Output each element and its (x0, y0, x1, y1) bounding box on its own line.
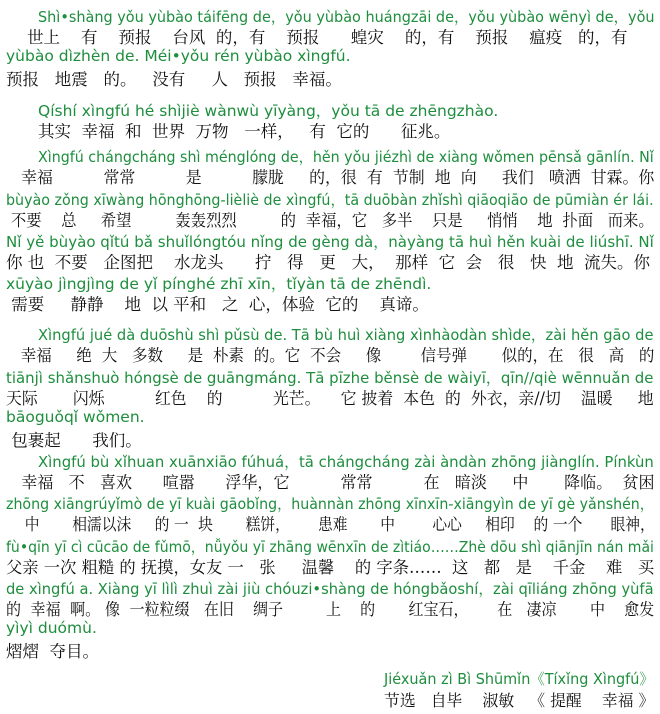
pinyin-line: Xìngfú jué dà duōshù shì pǔsù de. Tā bù huì xiàng xìnhàodàn shìde，zài hěn gāo de (38, 326, 654, 344)
hanzi-line: 父亲 一次 粗糙 的 抚摸，女友 一 张 温馨 的 字条…… 这 都 是 千金 难 买 (6, 558, 655, 577)
hanzi-line: 世上 有 预报 台风 的，有 预报 蝗灾 的，有 预报 瘟疫 的，有 (6, 28, 628, 47)
pinyin-line: yùbào dìzhèn de. Méi•yǒu rén yùbào xìngfú. (6, 47, 351, 65)
pinyin-line: yìyì duómù. (6, 619, 97, 637)
pinyin-line: zhōng xiāngrúyǐmò de yī kuài gāobǐng，huànnàn zhōng xīnxīn-xiāngyìn de yī gè yǎnshén， (6, 495, 654, 513)
hanzi-line: 熠熠 夺目。 (6, 642, 99, 661)
pinyin-line: Shì•shàng yǒu yùbào táifēng de，yǒu yùbào huángzāi de，yǒu yùbào wēnyì de，yǒu (38, 8, 655, 26)
hanzi-line: 天际 闪烁 红色 的 光芒。 它 披着 本色 的 外衣，亲//切 温暖 地 (6, 389, 654, 408)
pinyin-line: de xìngfú a. Xiàng yī lìlì zhuì zài jiù chóuzi•shàng de hóngbǎoshí，zài qīliáng zhōng yùfā (6, 580, 654, 598)
hanzi-line: 不要 总 希望 轰轰烈烈 的 幸福，它 多半 只是 悄悄 地 扑面 而来。 (6, 211, 654, 230)
pinyin-line: Qíshí xìngfú hé shìjiè wànwù yīyàng，yǒu tā de zhēngzhào. (38, 102, 499, 120)
pinyin-line: Xìngfú chángcháng shì ménglóng de，hěn yǒu jiézhì de xiàng wǒmen pēnsǎ gānlín. Nǐ (38, 148, 654, 166)
hanzi-line: 的 幸福 啊。 像 一粒粒缀 在旧 绸子 上 的 红宝石， 在 凄凉 中 愈发 (6, 600, 655, 619)
hanzi-line: 幸福 不 喜欢 喧嚣 浮华，它 常常 在 暗淡 中 降临。 贫困 (6, 473, 655, 492)
hanzi-line: 你 也 不要 企图把 水龙头 拧 得 更 大， 那样 它 会 很 快 地 流失。你 (6, 253, 651, 272)
pinyin-line: bùyào zǒng xīwàng hōnghōng-lièliè de xìngfú，tā duōbàn zhǐshì qiāoqiāo de pūmiàn ér lái. (6, 191, 654, 209)
pinyin-line: Xìngfú bù xǐhuan xuānxiāo fúhuá，tā chángcháng zài àndàn zhōng jiànglín. Pínkùn (38, 453, 654, 471)
pinyin-line: fù•qīn yī cì cūcāo de fǔmō，nǚyǒu yī zhāng wēnxīn de zìtiáo……Zhè dōu shì qiānjīn nán mǎi (6, 538, 654, 556)
hanzi-line: 中 相濡以沫 的 一 块 糕饼， 患难 中 心心 相印 的 一个 眼神， (6, 515, 655, 534)
pinyin-line: Nǐ yě bùyào qǐtú bǎ shuǐlóngtóu nǐng de gèng dà，nàyàng tā huì hěn kuài de liúshī. Nǐ (6, 233, 654, 251)
pinyin-line: tiānjì shǎnshuò hóngsè de guāngmáng. Tā pīzhe běnsè de wàiyī，qīn//qiè wēnnuǎn de (6, 369, 654, 387)
hanzi-line: 包裹起 我们。 (6, 431, 142, 450)
source-hanzi: 节选 自毕 淑敏 《 提醒 幸福 》 (384, 691, 655, 710)
source-pinyin: Jiéxuǎn zì Bì Shūmǐn《Tíxǐng Xìngfú》 (384, 670, 654, 688)
hanzi-line: 需要 静静 地 以 平和 之 心，体验 它的 真谛。 (6, 295, 429, 314)
pinyin-line: xūyào jìngjìng de yǐ pínghé zhī xīn，tǐyàn tā de zhēndì. (6, 275, 432, 293)
hanzi-line: 其实 幸福 和 世界 万物 一样， 有 它的 征兆。 (38, 122, 451, 141)
hanzi-line: 预报 地震 的。 没有 人 预报 幸福。 (6, 70, 342, 89)
pinyin-line: bāoguǒqǐ wǒmen. (6, 408, 145, 426)
hanzi-line: 幸福 绝 大 多数 是 朴素 的。它 不会 像 信号弹 似的，在 很 高 的 (6, 346, 655, 365)
hanzi-line: 幸福 常常 是 朦胧 的，很 有 节制 地 向 我们 喷洒 甘霖。你 (6, 168, 655, 187)
